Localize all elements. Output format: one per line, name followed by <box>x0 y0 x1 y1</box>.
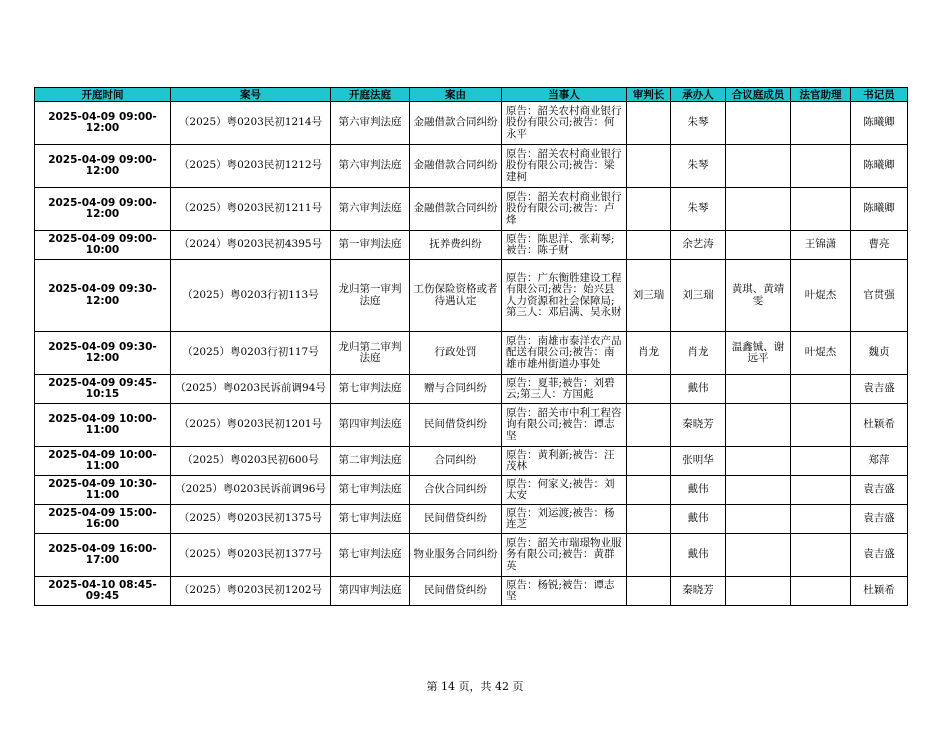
cell-clerk: 杜颖希 <box>851 577 908 606</box>
cell-presiding <box>627 534 671 577</box>
cell-parties: 原告：何家义;被告：刘太安 <box>502 476 627 505</box>
cell-panel <box>726 476 791 505</box>
cell-presiding <box>627 447 671 476</box>
cell-assistant <box>791 447 851 476</box>
cell-court: 第七审判法庭 <box>331 375 410 404</box>
cell-parties: 原告：黄利新;被告：汪茂林 <box>502 447 627 476</box>
cell-assistant <box>791 505 851 534</box>
cell-case-no: （2025）粤0203民初1201号 <box>171 404 331 447</box>
header-time: 开庭时间 <box>35 88 171 102</box>
cell-handler: 肖龙 <box>671 332 726 375</box>
cell-handler: 朱琴 <box>671 188 726 231</box>
cell-assistant <box>791 404 851 447</box>
cell-court: 第六审判法庭 <box>331 102 410 145</box>
header-court: 开庭法庭 <box>331 88 410 102</box>
header-presiding: 审判长 <box>627 88 671 102</box>
cell-clerk: 陈曦卿 <box>851 145 908 188</box>
cell-court: 第四审判法庭 <box>331 577 410 606</box>
cell-court: 第一审判法庭 <box>331 231 410 260</box>
cell-presiding <box>627 102 671 145</box>
cell-handler: 余艺涛 <box>671 231 726 260</box>
cell-cause: 行政处罚 <box>410 332 502 375</box>
cell-clerk: 魏贞 <box>851 332 908 375</box>
table-row <box>35 145 908 188</box>
cell-parties: 原告：广东衡胜建设工程有限公司;被告：始兴县人力资源和社会保障局;第三人：邓启满、吴永财 <box>502 260 627 332</box>
cell-parties: 原告：韶关农村商业银行股份有限公司;被告：何永平 <box>502 102 627 145</box>
cell-presiding: 刘三瑞 <box>627 260 671 332</box>
cell-handler: 刘三瑞 <box>671 260 726 332</box>
cell-handler: 戴伟 <box>671 476 726 505</box>
table-row <box>35 231 908 260</box>
cell-clerk: 郑萍 <box>851 447 908 476</box>
cell-time: 2025-04-09 09:30-12:00 <box>35 260 171 332</box>
cell-time: 2025-04-09 15:00-16:00 <box>35 505 171 534</box>
cell-assistant: 叶焜杰 <box>791 332 851 375</box>
cell-parties: 原告：韶关市中利工程咨询有限公司;被告：谭志坚 <box>502 404 627 447</box>
table-row <box>35 332 908 375</box>
header-case-no: 案号 <box>171 88 331 102</box>
cell-assistant: 王锦潇 <box>791 231 851 260</box>
cell-cause: 工伤保险资格或者待遇认定 <box>410 260 502 332</box>
cell-assistant <box>791 375 851 404</box>
cell-parties: 原告：韶关农村商业银行股份有限公司;被告：卢烽 <box>502 188 627 231</box>
cell-assistant <box>791 577 851 606</box>
cell-assistant <box>791 145 851 188</box>
header-parties: 当事人 <box>502 88 627 102</box>
cell-presiding <box>627 577 671 606</box>
cell-handler: 戴伟 <box>671 375 726 404</box>
cell-court: 龙归第二审判法庭 <box>331 332 410 375</box>
cell-case-no: （2025）粤0203民初1375号 <box>171 505 331 534</box>
cell-court: 第四审判法庭 <box>331 404 410 447</box>
cell-case-no: （2025）粤0203民初1214号 <box>171 102 331 145</box>
cell-court: 第七审判法庭 <box>331 505 410 534</box>
cell-case-no: （2025）粤0203民初1377号 <box>171 534 331 577</box>
cell-case-no: （2025）粤0203民诉前调94号 <box>171 375 331 404</box>
cell-panel <box>726 188 791 231</box>
cell-court: 第六审判法庭 <box>331 188 410 231</box>
table-row <box>35 534 908 577</box>
cell-assistant: 叶焜杰 <box>791 260 851 332</box>
cell-parties: 原告：刘运渡;被告：杨连芝 <box>502 505 627 534</box>
table-row <box>35 505 908 534</box>
cell-panel <box>726 534 791 577</box>
table-row <box>35 102 908 145</box>
cell-time: 2025-04-09 09:45-10:15 <box>35 375 171 404</box>
cell-time: 2025-04-09 10:00-11:00 <box>35 404 171 447</box>
cell-court: 第七审判法庭 <box>331 534 410 577</box>
header-cause: 案由 <box>410 88 502 102</box>
table-row <box>35 375 908 404</box>
cell-panel: 温鑫铖、谢远平 <box>726 332 791 375</box>
cell-clerk: 陈曦卿 <box>851 102 908 145</box>
cell-clerk: 杜颖希 <box>851 404 908 447</box>
cell-panel <box>726 102 791 145</box>
cell-clerk: 曹亮 <box>851 231 908 260</box>
header-handler: 承办人 <box>671 88 726 102</box>
cell-case-no: （2025）粤0203行初113号 <box>171 260 331 332</box>
cell-panel <box>726 577 791 606</box>
header-clerk: 书记员 <box>851 88 908 102</box>
cell-case-no: （2025）粤0203民诉前调96号 <box>171 476 331 505</box>
cell-panel <box>726 375 791 404</box>
hearing-schedule-table <box>34 87 908 606</box>
cell-clerk: 官贯强 <box>851 260 908 332</box>
cell-presiding <box>627 476 671 505</box>
cell-panel <box>726 231 791 260</box>
cell-case-no: （2025）粤0203民初1211号 <box>171 188 331 231</box>
cell-handler: 朱琴 <box>671 102 726 145</box>
cell-assistant <box>791 534 851 577</box>
cell-handler: 戴伟 <box>671 505 726 534</box>
cell-cause: 金融借款合同纠纷 <box>410 145 502 188</box>
cell-case-no: （2025）粤0203行初117号 <box>171 332 331 375</box>
cell-handler: 戴伟 <box>671 534 726 577</box>
cell-parties: 原告：夏菲;被告：刘碧云;第三人：方国彪 <box>502 375 627 404</box>
cell-handler: 秦晓芳 <box>671 577 726 606</box>
cell-clerk: 袁吉盛 <box>851 534 908 577</box>
cell-time: 2025-04-09 09:00-12:00 <box>35 145 171 188</box>
table-row <box>35 260 908 332</box>
cell-time: 2025-04-09 09:00-12:00 <box>35 102 171 145</box>
cell-cause: 赠与合同纠纷 <box>410 375 502 404</box>
cell-court: 第七审判法庭 <box>331 476 410 505</box>
cell-presiding <box>627 188 671 231</box>
cell-handler: 朱琴 <box>671 145 726 188</box>
cell-case-no: （2025）粤0203民初1202号 <box>171 577 331 606</box>
table-row <box>35 447 908 476</box>
cell-parties: 原告：陈思洋、张莉琴;被告：陈子财 <box>502 231 627 260</box>
cell-presiding <box>627 375 671 404</box>
page-number: 第 14 页，共 42 页 <box>426 680 524 693</box>
cell-cause: 金融借款合同纠纷 <box>410 102 502 145</box>
cell-presiding: 肖龙 <box>627 332 671 375</box>
cell-cause: 民间借贷纠纷 <box>410 404 502 447</box>
header-assistant: 法官助理 <box>791 88 851 102</box>
table-row <box>35 404 908 447</box>
cell-parties: 原告：韶关农村商业银行股份有限公司;被告：梁建柯 <box>502 145 627 188</box>
cell-time: 2025-04-09 09:00-12:00 <box>35 188 171 231</box>
cell-cause: 民间借贷纠纷 <box>410 577 502 606</box>
cell-clerk: 袁吉盛 <box>851 476 908 505</box>
cell-cause: 抚养费纠纷 <box>410 231 502 260</box>
table-row <box>35 476 908 505</box>
cell-panel <box>726 505 791 534</box>
cell-time: 2025-04-10 08:45-09:45 <box>35 577 171 606</box>
cell-parties: 原告：南雄市泰洋农产品配送有限公司;被告：南雄市雄州街道办事处 <box>502 332 627 375</box>
cell-panel: 黄琪、黄靖雯 <box>726 260 791 332</box>
cell-parties: 原告：杨锐;被告：谭志坚 <box>502 577 627 606</box>
cell-presiding <box>627 505 671 534</box>
cell-court: 第六审判法庭 <box>331 145 410 188</box>
cell-assistant <box>791 102 851 145</box>
cell-cause: 民间借贷纠纷 <box>410 505 502 534</box>
cell-assistant <box>791 188 851 231</box>
cell-cause: 合同纠纷 <box>410 447 502 476</box>
cell-court: 第二审判法庭 <box>331 447 410 476</box>
cell-presiding <box>627 404 671 447</box>
cell-handler: 秦晓芳 <box>671 404 726 447</box>
cell-cause: 物业服务合同纠纷 <box>410 534 502 577</box>
cell-panel <box>726 447 791 476</box>
cell-time: 2025-04-09 09:00-10:00 <box>35 231 171 260</box>
cell-clerk: 袁吉盛 <box>851 505 908 534</box>
cell-time: 2025-04-09 10:30-11:00 <box>35 476 171 505</box>
cell-panel <box>726 145 791 188</box>
cell-clerk: 袁吉盛 <box>851 375 908 404</box>
cell-case-no: （2025）粤0203民初1212号 <box>171 145 331 188</box>
cell-handler: 张明华 <box>671 447 726 476</box>
header-panel: 合议庭成员 <box>726 88 791 102</box>
cell-cause: 金融借款合同纠纷 <box>410 188 502 231</box>
cell-presiding <box>627 231 671 260</box>
cell-panel <box>726 404 791 447</box>
cell-case-no: （2024）粤0203民初4395号 <box>171 231 331 260</box>
table-row <box>35 188 908 231</box>
cell-assistant <box>791 476 851 505</box>
cell-clerk: 陈曦卿 <box>851 188 908 231</box>
cell-cause: 合伙合同纠纷 <box>410 476 502 505</box>
cell-presiding <box>627 145 671 188</box>
cell-time: 2025-04-09 16:00-17:00 <box>35 534 171 577</box>
cell-time: 2025-04-09 10:00-11:00 <box>35 447 171 476</box>
cell-court: 龙归第一审判法庭 <box>331 260 410 332</box>
cell-time: 2025-04-09 09:30-12:00 <box>35 332 171 375</box>
table-row <box>35 577 908 606</box>
cell-case-no: （2025）粤0203民初600号 <box>171 447 331 476</box>
header-row <box>35 88 908 102</box>
cell-parties: 原告：韶关市瑞璟物业服务有限公司;被告：黄群英 <box>502 534 627 577</box>
